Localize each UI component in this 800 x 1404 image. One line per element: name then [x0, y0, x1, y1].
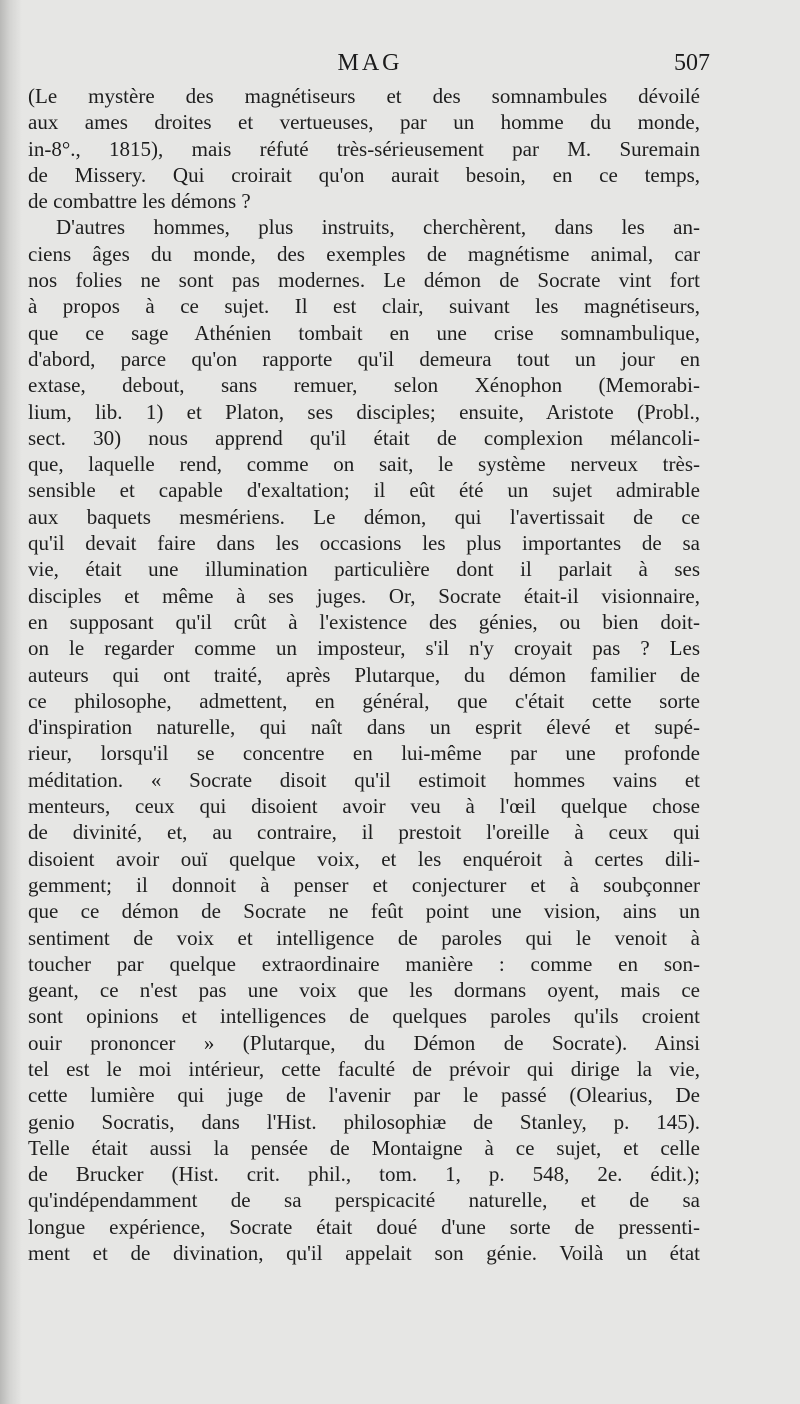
text-line: disciples et même à ses juges. Or, Socrate était-il visionnaire, — [28, 583, 700, 608]
text-line: de Brucker (Hist. crit. phil., tom. 1, p. 548, 2e. édit.); — [28, 1162, 700, 1187]
text-line: extase, debout, sans remuer, selon Xénophon (Memorabi- — [28, 373, 700, 398]
text-line: vie, était une illumination particulière dont il parlait à ses — [28, 557, 700, 582]
text-line: ouir prononcer » (Plutarque, du Démon de Socrate). Ainsi — [28, 1030, 700, 1055]
text-line: d'inspiration naturelle, qui naît dans un esprit élevé et supé- — [28, 715, 700, 740]
text-line: de divinité, et, au contraire, il prestoit l'oreille à ceux qui — [28, 820, 700, 845]
text-line: qu'indépendamment de sa perspicacité naturelle, et de sa — [28, 1188, 700, 1213]
text-line: sensible et capable d'exaltation; il eût été un sujet admirable — [28, 478, 700, 503]
text-line: genio Socratis, dans l'Hist. philosophiæ de Stanley, p. 145). — [28, 1109, 700, 1134]
text-line: de combattre les démons ? — [28, 189, 251, 214]
text-line: en supposant qu'il crût à l'existence des génies, ou bien doit- — [28, 609, 700, 634]
text-line: tel est le moi intérieur, cette faculté de prévoir qui dirige la vie, — [28, 1056, 700, 1081]
text-line: (Le mystère des magnétiseurs et des somnambules dévoilé — [28, 84, 700, 108]
text-line: longue expérience, Socrate était doué d'une sorte de pressenti- — [28, 1214, 700, 1239]
text-line: sentiment de voix et intelligence de paroles qui le venoit à — [28, 925, 700, 950]
running-head — [30, 50, 710, 84]
text-line: lium, lib. 1) et Platon, ses disciples; ensuite, Aristote (Probl., — [28, 399, 700, 424]
text-line: que, laquelle rend, comme on sait, le système nerveux très- — [28, 452, 700, 477]
text-line: cette lumière qui juge de l'avenir par le passé (Olearius, De — [28, 1083, 700, 1108]
page-gutter-shadow — [0, 0, 22, 1404]
text-line: on le regarder comme un imposteur, s'il n'y croyait pas ? Les — [28, 636, 700, 661]
text-line: ment et de divination, qu'il appelait son génie. Voilà un état — [28, 1241, 700, 1266]
text-line: in-8°., 1815), mais réfuté très-sérieusement par M. Suremain — [28, 136, 700, 161]
text-line: ciens âges du monde, des exemples de magnétisme animal, car — [28, 241, 700, 266]
text-line: nos folies ne sont pas modernes. Le démon de Socrate vint fort — [28, 268, 700, 293]
text-line: méditation. « Socrate disoit qu'il estimoit hommes vains et — [28, 767, 700, 792]
text-line: aux baquets mesmériens. Le démon, qui l'avertissait de ce — [28, 504, 700, 529]
text-line: sont opinions et intelligences de quelques paroles qu'ils croient — [28, 1004, 700, 1029]
text-line: rieur, lorsqu'il se concentre en lui-même par une profonde — [28, 741, 700, 766]
text-line: que ce sage Athénien tombait en une crise somnambulique, — [28, 320, 700, 345]
text-line: de Missery. Qui croirait qu'on aurait besoin, en ce temps, — [28, 162, 700, 187]
text-line: D'autres hommes, plus instruits, cherchèrent, dans les an- — [56, 215, 700, 240]
text-line: gemment; il donnoit à penser et conjecturer et à soubçonner — [28, 872, 700, 897]
page-number: 507 — [674, 50, 710, 76]
text-line: que ce démon de Socrate ne feût point une vision, ains un — [28, 899, 700, 924]
text-line: à propos à ce sujet. Il est clair, suivant les magnétiseurs, — [28, 294, 700, 319]
text-line: menteurs, ceux qui disoient avoir veu à l'œil quelque chose — [28, 794, 700, 819]
text-line: sect. 30) nous apprend qu'il était de complexion mélancoli- — [28, 425, 700, 450]
text-line: disoient avoir ouï quelque voix, et les enquéroit à certes dili- — [28, 846, 700, 871]
text-line: toucher par quelque extraordinaire manière : comme en son- — [28, 951, 700, 976]
running-head-title: MAG — [337, 50, 403, 76]
text-line: ce philosophe, admettent, en général, que c'était cette sorte — [28, 688, 700, 713]
text-line: auteurs qui ont traité, après Plutarque, du démon familier de — [28, 662, 700, 687]
text-line: aux ames droites et vertueuses, par un homme du monde, — [28, 110, 700, 135]
text-line: Telle était aussi la pensée de Montaigne à ce sujet, et celle — [28, 1135, 700, 1160]
text-line: qu'il devait faire dans les occasions les plus importantes de sa — [28, 531, 700, 556]
text-line: d'abord, parce qu'on rapporte qu'il demeura tout un jour en — [28, 346, 700, 371]
text-line: geant, ce n'est pas une voix que les dormans oyent, mais ce — [28, 978, 700, 1003]
body-text — [28, 83, 700, 1266]
